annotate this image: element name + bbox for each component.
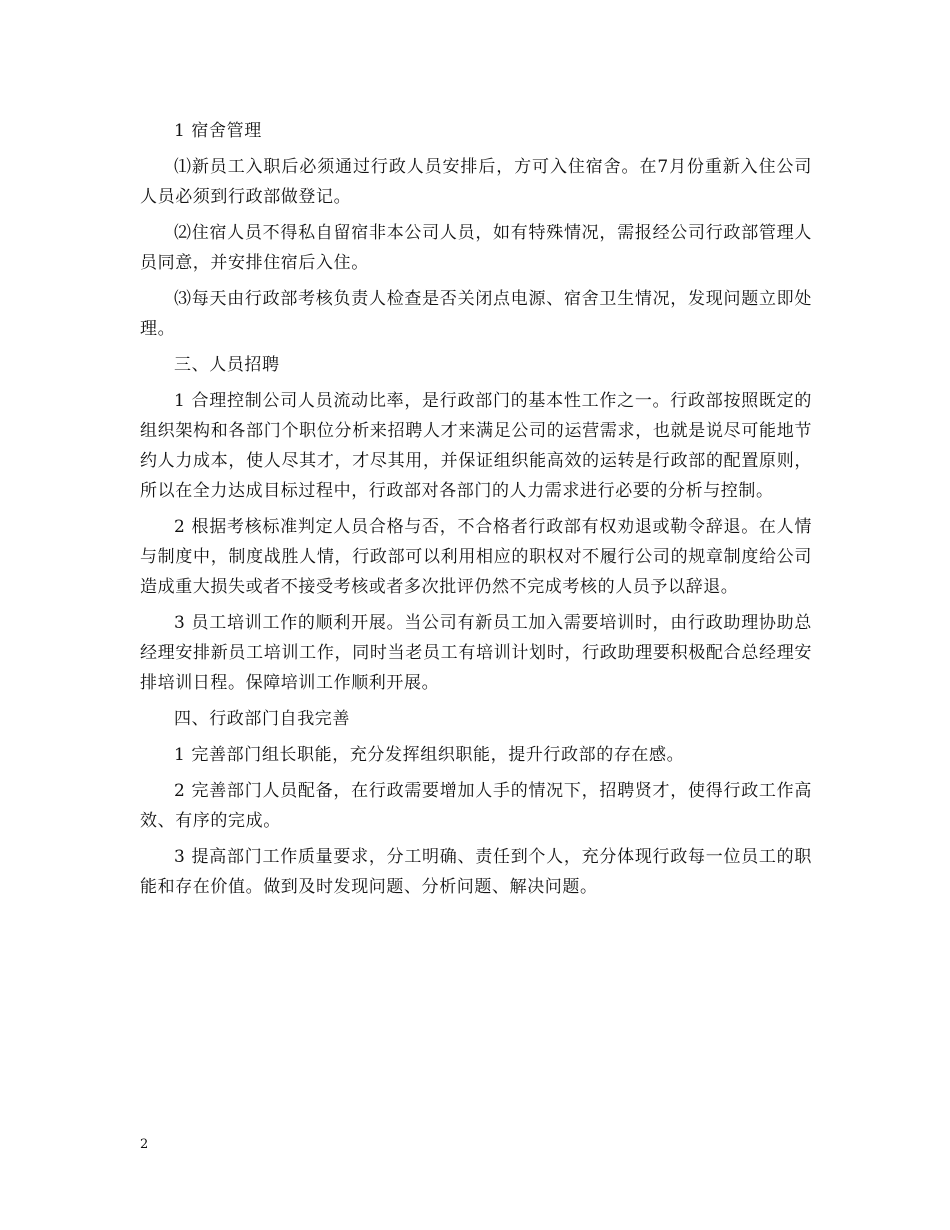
paragraph-dormitory-rule-1: ⑴新员工入职后必须通过行政人员安排后，方可入住宿舍。在7月份重新入住公司人员必须到行政部做登记。 — [140, 157, 812, 207]
page-number: 2 — [140, 1137, 149, 1152]
paragraph-improvement-2: 2 完善部门人员配备，在行政需要增加人手的情况下，招聘贤才，使得行政工作高效、有序的完成。 — [140, 781, 812, 831]
paragraph-dormitory-rule-3: ⑶每天由行政部考核负责人检查是否关闭点电源、宿舍卫生情况，发现问题立即处理。 — [140, 289, 812, 339]
section-heading-recruitment: 三、人员招聘 — [174, 355, 280, 375]
paragraph-recruitment-1: 1 合理控制公司人员流动比率，是行政部门的基本性工作之一。行政部按照既定的组织架构和各部门个职位分析来招聘人才来满足公司的运营需求，也就是说尽可能地节约人力成本，使人尽其才，才尽其用，并保证组织能高效的运转是行政部的配置原则，所以在全力达成目标过程中，行政部对各部门的人力需求进行必要的分析与控制。 — [140, 391, 812, 501]
document-body — [140, 116, 812, 908]
paragraph-recruitment-2: 2 根据考核标准判定人员合格与否，不合格者行政部有权劝退或勒令辞退。在人情与制度中，制度战胜人情，行政部可以利用相应的职权对不履行公司的规章制度给公司造成重大损失或者不接受考核或者多次批评仍然不完成考核的人员予以辞退。 — [140, 517, 812, 597]
paragraph-dormitory-heading: 1 宿舍管理 — [174, 121, 262, 141]
paragraph-improvement-3: 3 提高部门工作质量要求，分工明确、责任到个人，充分体现行政每一位员工的职能和存在价值。做到及时发现问题、分析问题、解决问题。 — [140, 847, 812, 897]
section-heading-self-improvement: 四、行政部门自我完善 — [174, 709, 350, 729]
paragraph-dormitory-rule-2: ⑵住宿人员不得私自留宿非本公司人员，如有特殊情况，需报经公司行政部管理人员同意，并安排住宿后入住。 — [140, 223, 812, 273]
paragraph-recruitment-3: 3 员工培训工作的顺利开展。当公司有新员工加入需要培训时，由行政助理协助总经理安排新员工培训工作，同时当老员工有培训计划时，行政助理要积极配合总经理安排培训日程。保障培训工作顺利开展。 — [140, 613, 812, 693]
paragraph-improvement-1: 1 完善部门组长职能，充分发挥组织职能，提升行政部的存在感。 — [174, 745, 685, 765]
